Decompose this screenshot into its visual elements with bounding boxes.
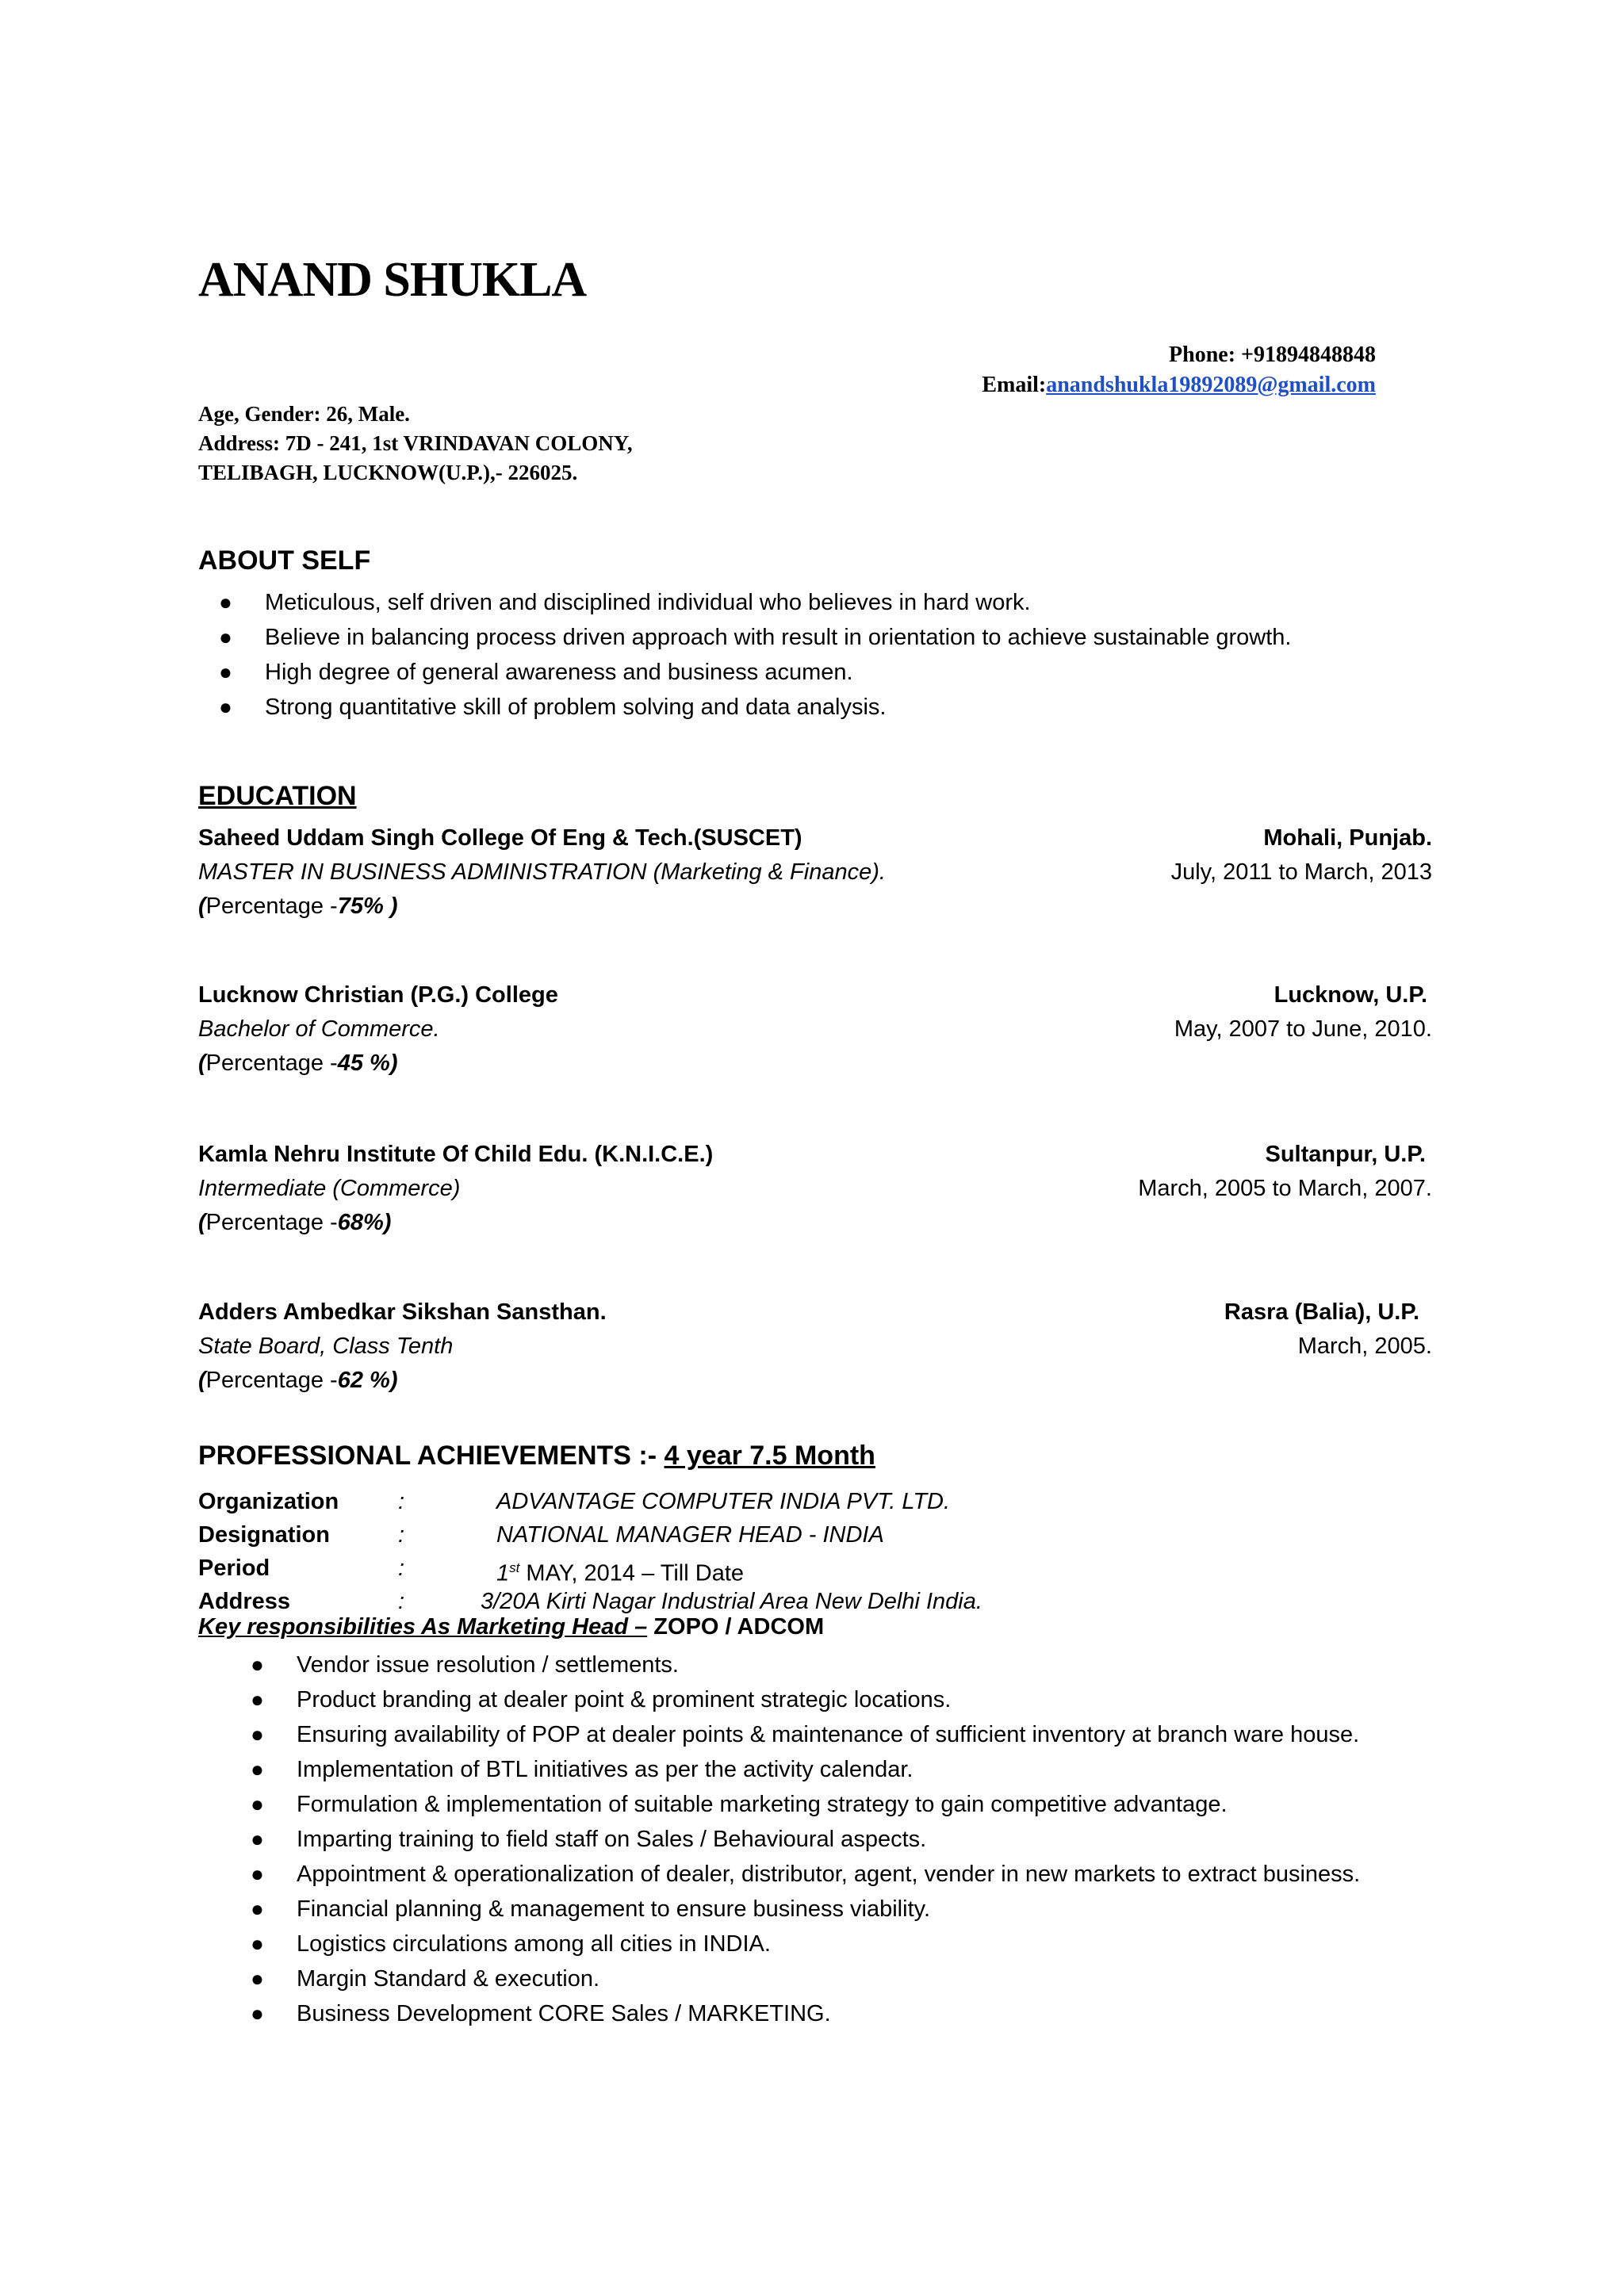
degree: MASTER IN BUSINESS ADMINISTRATION (Marketing & Finance). [198,859,886,885]
location: Rasra (Balia), U.P. [1224,1299,1419,1325]
phone-line: Phone: +91894848848 [1169,342,1376,367]
location: Sultanpur, U.P. [1265,1142,1426,1167]
bullet-icon: ● [251,1792,264,1816]
email-label: Email: [982,373,1047,397]
about-title: ABOUT SELF [198,545,371,576]
list-item: ● Imparting training to field staff on Sales / Behavioural aspects. [297,1822,1399,1857]
list-item: ● Strong quantitative skill of problem solving and data analysis. [265,690,1291,725]
list-item: ● Financial planning & management to ensure business viability. [297,1892,1399,1927]
key-responsibilities-heading [198,1614,824,1640]
bullet-icon: ● [251,1896,264,1921]
list-item: ● Product branding at dealer point & prominent strategic locations. [297,1682,1399,1717]
list-item: ● Formulation & implementation of suitable marketing strategy to gain competitive advantage. [297,1787,1399,1822]
list-item: ● Margin Standard & execution. [297,1961,1399,1996]
bullet-icon: ● [251,1827,264,1851]
address-line-2: TELIBAGH, LUCKNOW(U.P.),- 226025. [198,461,578,484]
address-line-1: Address: 7D - 241, 1st VRINDAVAN COLONY, [198,431,633,455]
institution: Kamla Nehru Institute Of Child Edu. (K.N.I.C.E.) [198,1142,714,1167]
percentage: (Percentage -62 %) [198,1368,398,1393]
degree: State Board, Class Tenth [198,1334,454,1359]
location: Lucknow, U.P. [1274,982,1427,1008]
period: March, 2005. [1297,1334,1432,1359]
location: Mohali, Punjab. [1263,825,1432,851]
institution: Adders Ambedkar Sikshan Sansthan. [198,1299,607,1325]
list-item: ● Logistics circulations among all cities in INDIA. [297,1927,1399,1961]
bullet-icon: ● [219,590,232,614]
degree: Intermediate (Commerce) [198,1176,461,1201]
education-entry [198,1138,1432,1240]
bullet-icon: ● [219,625,232,649]
education-entry [198,1295,1432,1398]
bullet-icon: ● [251,1966,264,1991]
institution: Lucknow Christian (P.G.) College [198,982,558,1008]
percentage: (Percentage -45 %) [198,1050,398,1076]
bullet-icon: ● [251,2001,264,2026]
list-item: ● Believe in balancing process driven approach with result in orientation to achieve sustainable growth. [265,620,1291,655]
responsibilities-list [251,1647,1399,2031]
bullet-icon: ● [251,1931,264,1956]
age-gender: Age, Gender: 26, Male. [198,402,410,426]
percentage: (Percentage -68%) [198,1210,392,1235]
degree: Bachelor of Commerce. [198,1016,440,1042]
professional-title [198,1441,875,1471]
bullet-icon: ● [251,1652,264,1677]
percentage: (Percentage -75% ) [198,894,398,919]
institution: Saheed Uddam Singh College Of Eng & Tech.(SUSCET) [198,825,802,851]
bullet-icon: ● [251,1757,264,1781]
education-title: EDUCATION [198,781,357,811]
list-item: ● Business Development CORE Sales / MARKETING. [297,1996,1399,2031]
list-item: ● Vendor issue resolution / settlements. [297,1647,1399,1682]
period: May, 2007 to June, 2010. [1174,1016,1432,1042]
list-item: ● Implementation of BTL initiatives as per the activity calendar. [297,1752,1399,1787]
period: July, 2011 to March, 2013 [1170,859,1432,885]
professional-title-text: PROFESSIONAL ACHIEVEMENTS [198,1441,631,1471]
key-resp-tail: ZOPO / ADCOM [647,1614,825,1640]
email-link[interactable]: anandshukla19892089@gmail.com [1046,373,1376,397]
bullet-icon: ● [251,1722,264,1747]
bullet-icon: ● [251,1687,264,1712]
list-item: ● Meticulous, self driven and disciplined individual who believes in hard work. [265,585,1291,620]
email-line [982,373,1376,398]
bullet-icon: ● [219,660,232,684]
about-list [219,585,1292,725]
bullet-icon: ● [219,695,232,719]
resume-page: ANAND SHUKLA Phone: +91894848848 Email:anandshukla19892089@gmail.com Age, Gender: 26, Male. Address: 7D - 241, 1st VRINDAVAN COLONY, TELIBAGH, LUCKNOW(U.P.),- 226025. ABOUT SELF ● Meticulous, self driven and disciplined individual who believes in hard work. ● Believe in balancing process driven approach with result in orientation to achieve sustainable growth. ● High degree of general awareness and business acumen. ● Strong quantitative skill of problem solving and data analysis. EDUCATION Saheed Uddam Singh College Of Eng & Tech.(SUSCET) Mohali, Punjab. MASTER IN BUSINESS ADMINISTRATION (Marketing & Finance). July, 2011 to March, 2013 (Percentage -75% ) Lucknow Christian (P.G.) College Lucknow, U.P. Bachelor of Commerce. May, 2007 to June, 2010. (Percentage -45 %) Kamla Nehru Institute Of Child Edu. (K.N.I.C.E.) Sultanpur, U.P. Intermediate (Commerce) March, 2005 to March, 2007. (Percentage -68%) Adders Ambedkar Sikshan Sansthan. Rasra (Balia), U.P. State Board, Class Tenth March, 2005. (Percentage -62 %) PROFESSIONAL ACHIEVEMENTS :- 4 year 7.5 Month Organization : ADVANTAGE COMPUTER INDIA PVT. LTD. Designation : NATIONAL MANAGER HEAD - INDIA Period : 1st MAY, 2014 – Till Date Address : 3/20A Kirti Nagar Industrial Area New Delhi India. Key responsibilities As Marketing Head – ZOPO / ADCOM ● Vendor issue resolution / settlements. ● Product branding at dealer point & prominent strategic locations. ● Ensuring availability of POP at dealer points & maintenance of sufficient inventory at branch ware house. ● Implementation of BTL initiatives as per the activity calendar. ● Formulation & implementation of suitable marketing strategy to gain competitive advantage. ● Imparting training to field staff on Sales / Behavioural aspects. ● Appointment & operationalization of dealer, distributor, agent, vender in new markets to extract business. ● Financial planning & management to ensure business viability. ● Logistics circulations among all cities in INDIA. ● Margin Standard & execution. ● Business Development CORE Sales / MARKETING. [0,0,1624,2296]
bullet-icon: ● [251,1862,264,1886]
experience-duration: 4 year 7.5 Month [664,1441,875,1471]
list-item: ● Ensuring availability of POP at dealer points & maintenance of sufficient inventory at branch ware house. [297,1717,1399,1752]
period: March, 2005 to March, 2007. [1138,1176,1432,1201]
key-resp-lead: Key responsibilities As Marketing Head – [198,1614,648,1640]
personal-info [198,400,633,488]
professional-title-sep: :- [630,1441,665,1471]
list-item: ● High degree of general awareness and business acumen. [265,655,1291,690]
education-entry [198,821,1432,924]
candidate-name: ANAND SHUKLA [198,253,587,307]
education-entry [198,978,1432,1081]
list-item: ● Appointment & operationalization of dealer, distributor, agent, vender in new markets to extract business. [297,1857,1399,1892]
